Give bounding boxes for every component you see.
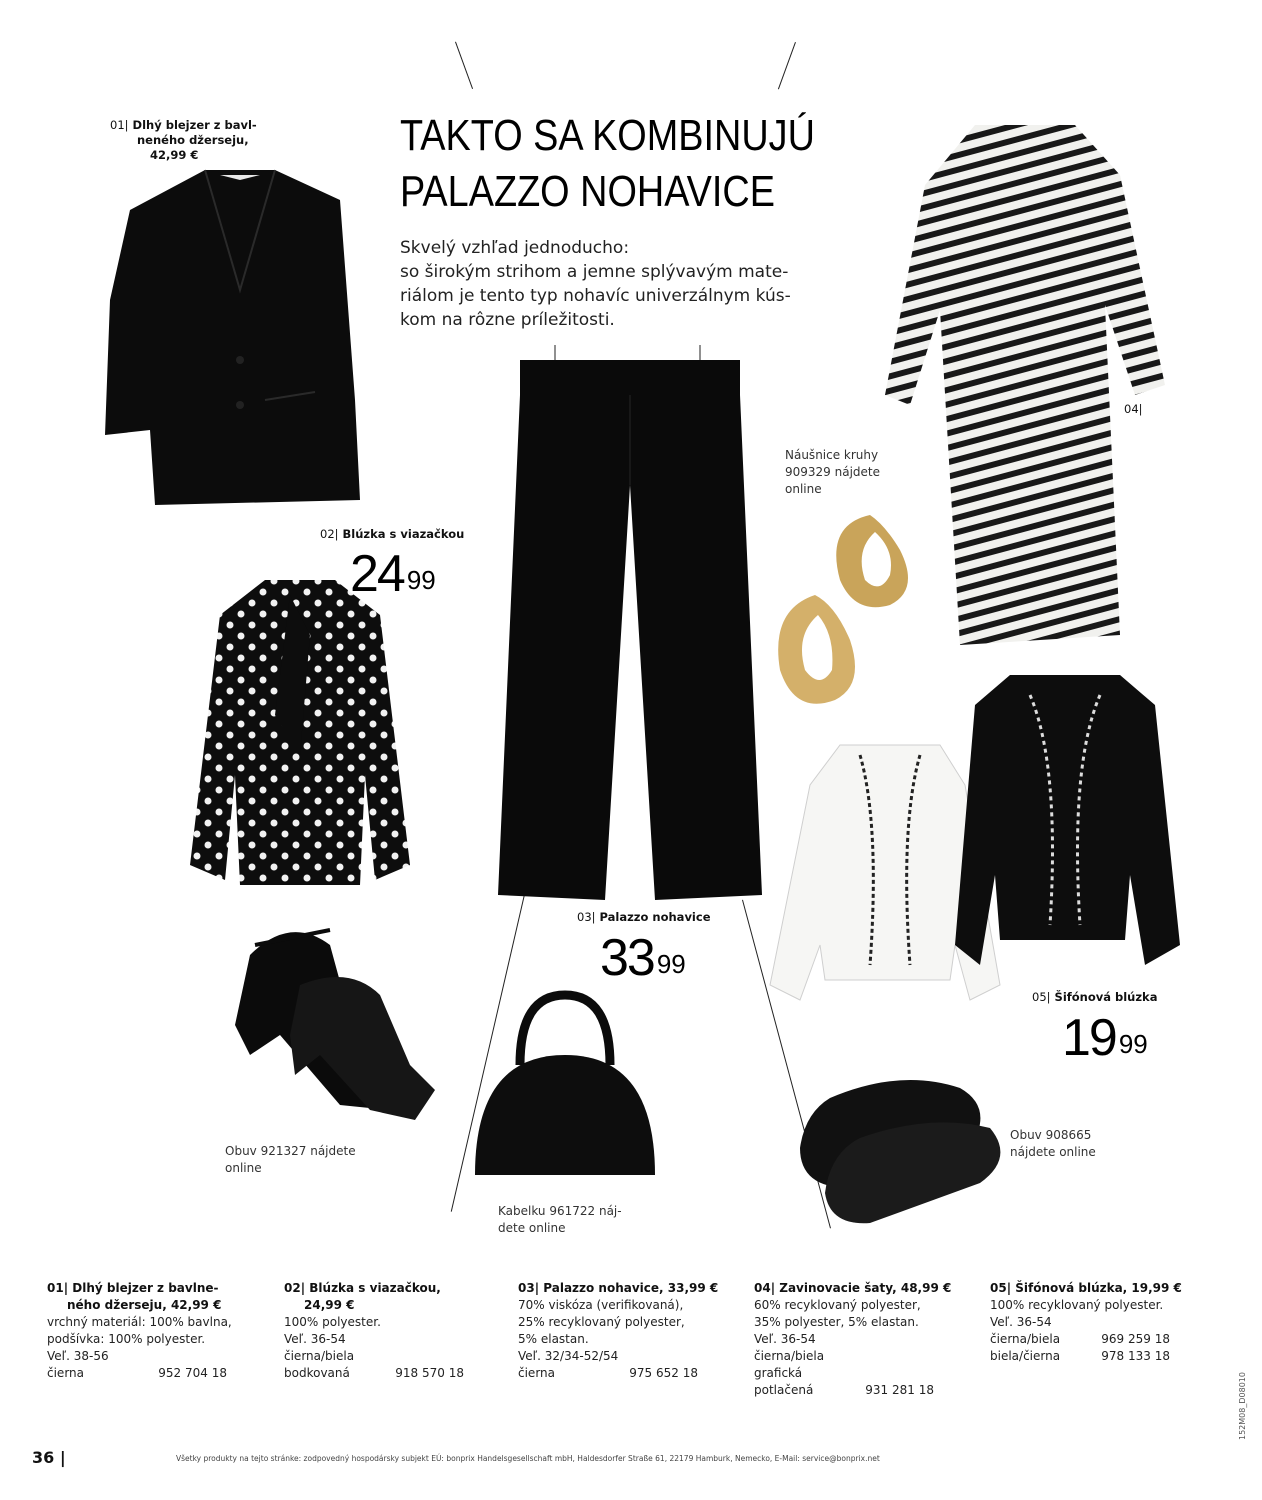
- trousers-label: 03| Palazzo nohavice: [577, 910, 711, 924]
- shoes-note: Obuv 921327 nájdete online: [225, 1144, 356, 1175]
- trousers-image: [490, 345, 770, 905]
- connector-line: [778, 42, 796, 89]
- shoes-image: [210, 905, 440, 1125]
- detail-blazer: 01| Dlhý blejzer z bavlne- ného džerseju, 42,99 € vrchný materiál: 100% bavlna, podšívka: 100% polyester. Veľ. 38-56 čierna 952 704 18: [47, 1281, 232, 1380]
- loafers-image: [790, 1068, 1005, 1228]
- variant-row: potlačená 931 281 18: [754, 1383, 934, 1397]
- loafers-note: Obuv 908665 nájdete online: [1010, 1128, 1096, 1159]
- bag-image: [465, 985, 665, 1185]
- blouse-label: 02| Blúzka s viazačkou: [320, 527, 465, 541]
- bag-note: Kabelku 961722 náj- dete online: [498, 1204, 622, 1235]
- blazer-label: 01| Dlhý blejzer z bavl- neného džerseju, 42,99 €: [110, 118, 257, 162]
- footer-legal-text: Všetky produkty na tejto stránke: zodpovedný hospodársky subjekt EÚ: bonprix Handelsgesellschaft mbH, Haldesdorfer Straße 61, 22179 Hamburk, Nemecko, E-Mail: service@bonprix.net: [176, 1454, 880, 1463]
- blouse-price: 24 $^{99}$: [350, 545, 436, 603]
- chiffon-label: 05| Šifónová blúzka: [1032, 990, 1158, 1004]
- detail-blouse: 02| Blúzka s viazačkou, 24,99 € 100% polyester. Veľ. 36-54 čierna/biela bodkovaná 918 570 18: [284, 1281, 464, 1380]
- page-title: [400, 108, 815, 220]
- variant-row: biela/čierna 978 133 18: [990, 1349, 1170, 1363]
- connector-line: [455, 42, 473, 89]
- page-code: 152M08_D08010: [1238, 1372, 1247, 1440]
- trousers-price: 33 $^{99}$: [600, 929, 686, 987]
- black-blouse-image: [950, 675, 1190, 975]
- variant-row: čierna/biela 969 259 18: [990, 1332, 1170, 1346]
- blazer-image: [100, 170, 380, 510]
- variant-row: bodkovaná 918 570 18: [284, 1366, 464, 1380]
- variant-row: čierna 975 652 18: [518, 1366, 698, 1380]
- title-line-2: PALAZZO NOHAVICE: [400, 167, 775, 216]
- detail-dress: 04| Zavinovacie šaty, 48,99 € 60% recyklovaný polyester, 35% polyester, 5% elastan. Veľ. 36-54 čierna/biela grafická potlačená 931 281 18: [754, 1281, 952, 1397]
- chiffon-price: 19 $^{99}$: [1062, 1009, 1148, 1067]
- earrings-note: Náušnice kruhy 909329 nájdete online: [785, 448, 881, 496]
- intro-text: Skvelý vzhľad jednoducho: so širokým strihom a jemne splývavým mate- riálom je tento typ nohavíc univerzálnym kús- kom na rôzne príležitosti.: [400, 238, 791, 330]
- variant-row: čierna 952 704 18: [47, 1366, 227, 1380]
- dress-label: 04|: [1124, 402, 1143, 416]
- page-number: 36 |: [32, 1448, 66, 1467]
- detail-trousers: 03| Palazzo nohavice, 33,99 € 70% viskóza (verifikovaná), 25% recyklovaný polyester, 5% elastan. Veľ. 32/34-52/54 čierna 975 652 18: [518, 1281, 719, 1380]
- detail-chiffon: 05| Šifónová blúzka, 19,99 € 100% recyklovaný polyester. Veľ. 36-54 čierna/biela 969 259 18 biela/čierna 978 133 18: [990, 1281, 1182, 1363]
- dress-image: [880, 115, 1170, 655]
- title-line-1: TAKTO SA KOMBINUJÚ: [400, 111, 815, 160]
- blouse-image: [180, 575, 420, 895]
